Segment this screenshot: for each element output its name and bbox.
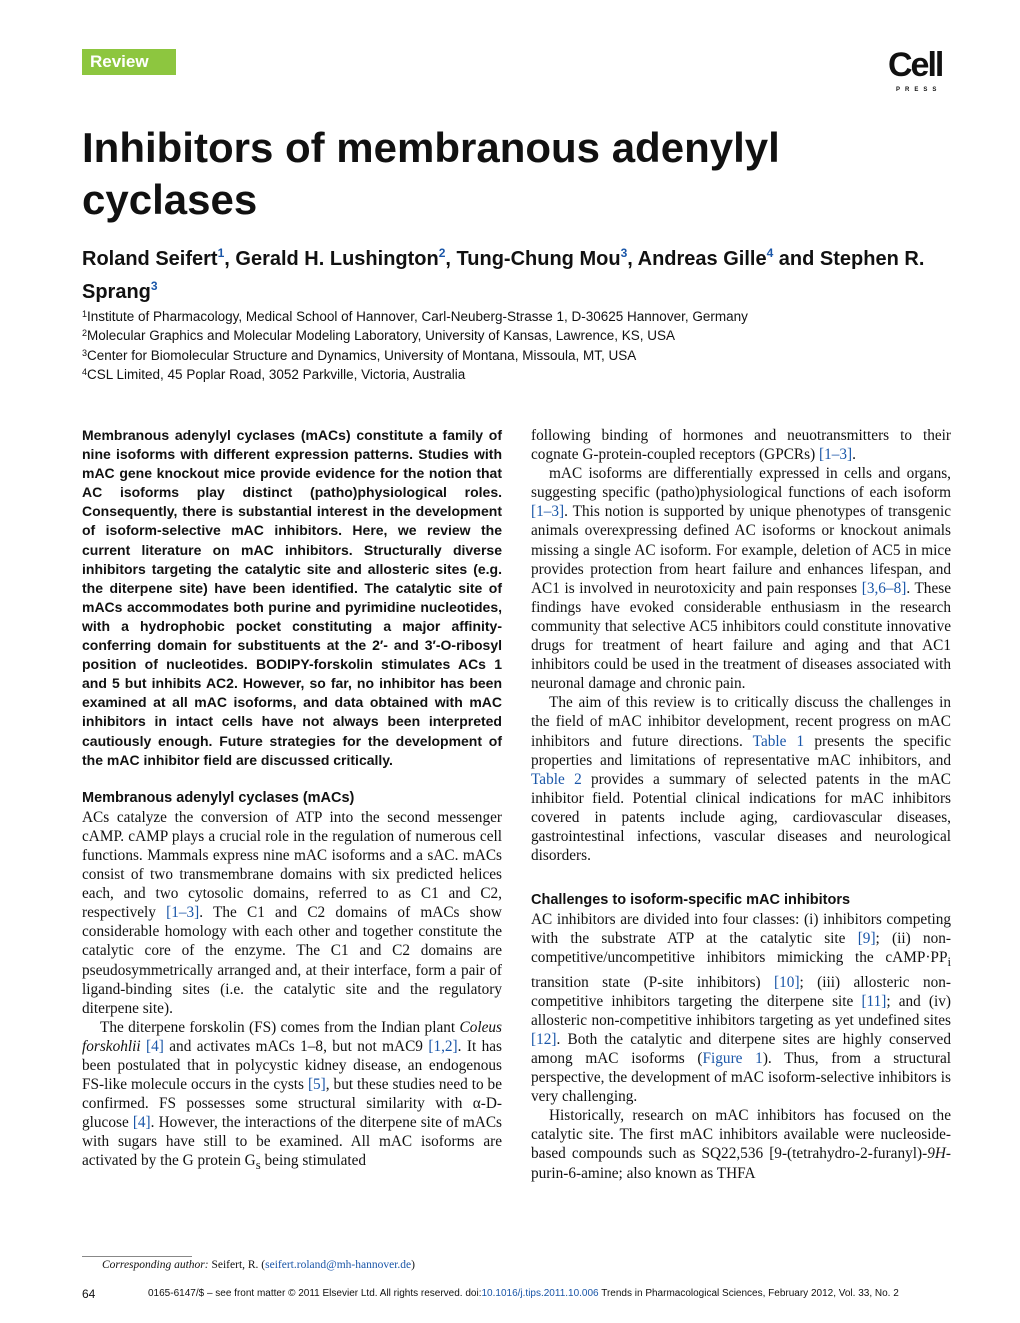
affiliation-text: Institute of Pharmacology, Medical School of Hannover, Carl-Neuberg-Strasse 1, D-30625 Hannover, Germany [87, 309, 748, 324]
author-affiliation-mark[interactable]: 3 [620, 246, 628, 260]
citation-link[interactable]: [1–3] [166, 904, 200, 922]
page-number: 64 [82, 1287, 96, 1301]
subscript: s [255, 1158, 261, 1173]
author-affiliation-mark[interactable]: 2 [438, 246, 446, 260]
page-footer [82, 1287, 950, 1303]
paragraph: AC inhibitors are divided into four classes: (i) inhibitors competing with the substrate ATP at the catalytic site [9]; (ii) non-competitive/uncompetitive inhibitors mimicking the $cAMP\cdot PP_i$ transition state (P-site inhibitors) [10]; (iii) allosteric non-competitive inhibitors targeting the diterpene site [11]; and (iv) allosteric non-competitive inhibitors targeting as yet undefined sites [12]. Both the catalytic and diterpene sites are highly conserved among mAC isoforms (Figure 1). Thus, from a structural perspective, the development of mAC isoform-selective inhibitors is very challenging. [531, 911, 951, 1106]
affiliation-item [82, 325, 942, 344]
author-name: Stephen R. Sprang [82, 248, 925, 303]
paragraph: following binding of hormones and neuotransmitters to their cognate G-protein-coupled receptors (GPCRs) [1–3]. [531, 427, 951, 464]
author-name: Roland Seifert [82, 248, 218, 270]
citation-link[interactable]: [1,2] [428, 1037, 458, 1055]
author-name: Gerald H. Lushington [235, 248, 439, 270]
citation-link[interactable]: [1–3] [531, 503, 565, 521]
cell-press-logo [888, 46, 952, 98]
copyright-line [148, 1288, 899, 1299]
citation-link[interactable]: [4] [146, 1037, 164, 1055]
left-column [82, 426, 502, 1176]
journal-citation: Trends in Pharmacological Sciences, February 2012, Vol. 33, No. 2 [598, 1288, 899, 1299]
author-name: Andreas Gille [637, 248, 767, 270]
author-affiliation-mark[interactable]: 4 [766, 246, 774, 260]
affiliation-item [82, 364, 942, 383]
citation-link[interactable]: Figure 1 [702, 1049, 763, 1067]
paragraph: The diterpene forskolin (FS) comes from the Indian plant Coleus forskohlii [4] and activates mACs 1–8, but not mAC9 [1,2]. It has been postulated that in polycystic kidney disease, an endogenous FS-like molecule occurs in the cysts [5], but these studies need to be confirmed. FS possesses some structural similarity with α-D-glucose [4]. However, the interactions of the diterpene site of mACs with sugars have still to be examined. All mAC isoforms are activated by the G protein $G_s$ being stimulated [82, 1018, 502, 1173]
italic-text: Coleus forskohlii [82, 1018, 502, 1055]
affiliation-text: Molecular Graphics and Molecular Modeling Laboratory, University of Kansas, Lawrence, KS, USA [87, 328, 676, 344]
logo-press-text: PRESS [896, 87, 942, 93]
author-affiliation-mark[interactable]: 1 [217, 246, 225, 260]
footnote-divider [82, 1256, 192, 1257]
right-column [531, 426, 951, 1183]
author-list: Roland Seifert$^1$, Gerald H. Lushington$^2$, Tung-Chung Mou$^3$, Andreas Gille$^4$ and Stephen R. Sprang$^3$ [82, 246, 925, 303]
citation-link[interactable]: [9] [857, 930, 876, 948]
citation-link[interactable]: [5] [307, 1076, 326, 1094]
affiliation-item [82, 306, 942, 325]
footnote-name: Seifert, R. ( [208, 1259, 266, 1271]
paragraph: Historically, research on mAC inhibitors has focused on the catalytic site. The first mAC inhibitors available were nucleoside-based compounds such as SQ22,536 [9-(tetrahydro-2-furanyl)-9H-purin-6-amine; also known as THFA [531, 1107, 951, 1182]
citation-link[interactable]: [11] [861, 992, 887, 1010]
affiliation-number: 4 [82, 367, 88, 378]
article-title: Inhibitors of membranous adenylyl cyclases [82, 124, 780, 223]
paragraph: The aim of this review is to critically discuss the challenges in the field of mAC inhibitor development, recent progress on mAC inhibitors and future directions. Table 1 presents the specific properties and limitations of representative mAC inhibitors, and Table 2 provides a summary of selected patents in the mAC inhibitor field. Potential clinical indications for mAC inhibitors covered in patents include aging, cardiovascular diseases, gastrointestinal infections, vascular diseases and neurological disorders. [531, 694, 952, 865]
copyright-text: 0165-6147/$ – see front matter © 2011 Elsevier Ltd. All rights reserved. doi: [148, 1288, 482, 1299]
author-email-link[interactable]: seifert.roland@mh-hannover.de [265, 1259, 412, 1271]
affiliation-list [82, 306, 942, 384]
author-affiliation-mark[interactable]: 3 [150, 279, 158, 293]
footnote-close: ) [411, 1259, 415, 1271]
affiliation-number: 2 [82, 328, 88, 339]
affiliation-number: 3 [82, 347, 88, 358]
logo-cell-text: Cell [888, 46, 943, 84]
subscript: i [947, 955, 951, 970]
author-name: Tung-Chung Mou [456, 248, 621, 270]
paragraph: ACs catalyze the conversion of ATP into the second messenger cAMP. cAMP plays a crucial role in the regulation of numerous cell functions. Mammals express nine mAC isoforms and a sAC. mACs consist of two transmembrane domains with six predicted helices each, and two cytosolic domains, referred to as C1 and C2, respectively [1–3]. The C1 and C2 domains of mACs show considerable homology with each other and together constitute the catalytic core of the enzyme. The C1 and C2 domains are pseudosymmetrically arranged and, at their interface, form a pair of ligand-binding sites (i.e. the catalytic site and the regulatory diterpene site). [82, 808, 502, 1017]
citation-link[interactable]: Table 1 [752, 732, 805, 750]
affiliation-text: CSL Limited, 45 Poplar Road, 3052 Parkville, Victoria, Australia [87, 367, 466, 383]
citation-link[interactable]: Table 2 [531, 770, 582, 788]
citation-link[interactable]: [1–3] [819, 446, 853, 464]
abstract: Membranous adenylyl cyclases (mACs) constitute a family of nine isoforms with different expression patterns. Studies with mAC gene knockout mice provide evidence for the notion that AC isoforms play distinct (patho)physiological roles. Consequently, there is substantial interest in the development of isoform-selective mAC inhibitors. Here, we review the current literature on mAC inhibitors. Structurally diverse inhibitors targeting the catalytic site and allosteric sites (e.g. the diterpene site) have been identified. The catalytic site of mACs accommodates both purine and pyrimidine nucleotides, with a hydrophobic pocket constituting a major affinity-conferring domain for substituents at the 2′- and 3′-O-ribosyl position of nucleotides. BODIPY-forskolin stimulates ACs 1 and 5 but inhibits AC2. However, so far, no inhibitor has been examined at all mAC isoforms, and data obtained with mAC inhibitors in intact cells have not always been interpreted cautiously enough. Future strategies for the development of the mAC inhibitor field are discussed critically. [82, 427, 502, 768]
corresponding-author-footnote [102, 1259, 415, 1271]
citation-link[interactable]: [10] [774, 973, 800, 991]
doi-link[interactable]: 10.1016/j.tips.2011.10.006 [481, 1288, 599, 1299]
affiliation-text: Center for Biomolecular Structure and Dynamics, University of Montana, Missoula, MT, USA [87, 347, 637, 363]
section-heading-challenges: Challenges to isoform-specific mAC inhibitors [531, 892, 851, 909]
citation-link[interactable]: [4] [132, 1114, 151, 1132]
section-heading-macs: Membranous adenylyl cyclases (mACs) [82, 789, 355, 806]
affiliation-number: 1 [82, 309, 88, 319]
review-badge: Review [82, 49, 176, 75]
affiliation-item [82, 345, 942, 364]
citation-link[interactable]: [12] [531, 1030, 557, 1048]
citation-link[interactable]: [3,6–8] [861, 579, 907, 597]
paragraph: mAC isoforms are differentially expressed in cells and organs, suggesting specific (patho)physiological functions of each isoform [1–3]. This notion is supported by unique phenotypes of transgenic animals overexpressing defined AC isoforms or knockout animals missing a single AC isoform. For example, deletion of AC5 in mice provides protection from heart failure and enhances lifespan, and AC1 is involved in neurotoxicity and pain responses [3,6–8]. These findings have evoked considerable enthusiasm in the research community that selective AC5 inhibitors could constitute innovative drugs for treatment of heart failure and aging and that AC1 inhibitors could be used in the treatment of diseases associated with neuronal damage and chronic pain. [531, 465, 951, 693]
italic-text: 9H [927, 1145, 946, 1163]
footnote-label: Corresponding author: [102, 1259, 209, 1271]
